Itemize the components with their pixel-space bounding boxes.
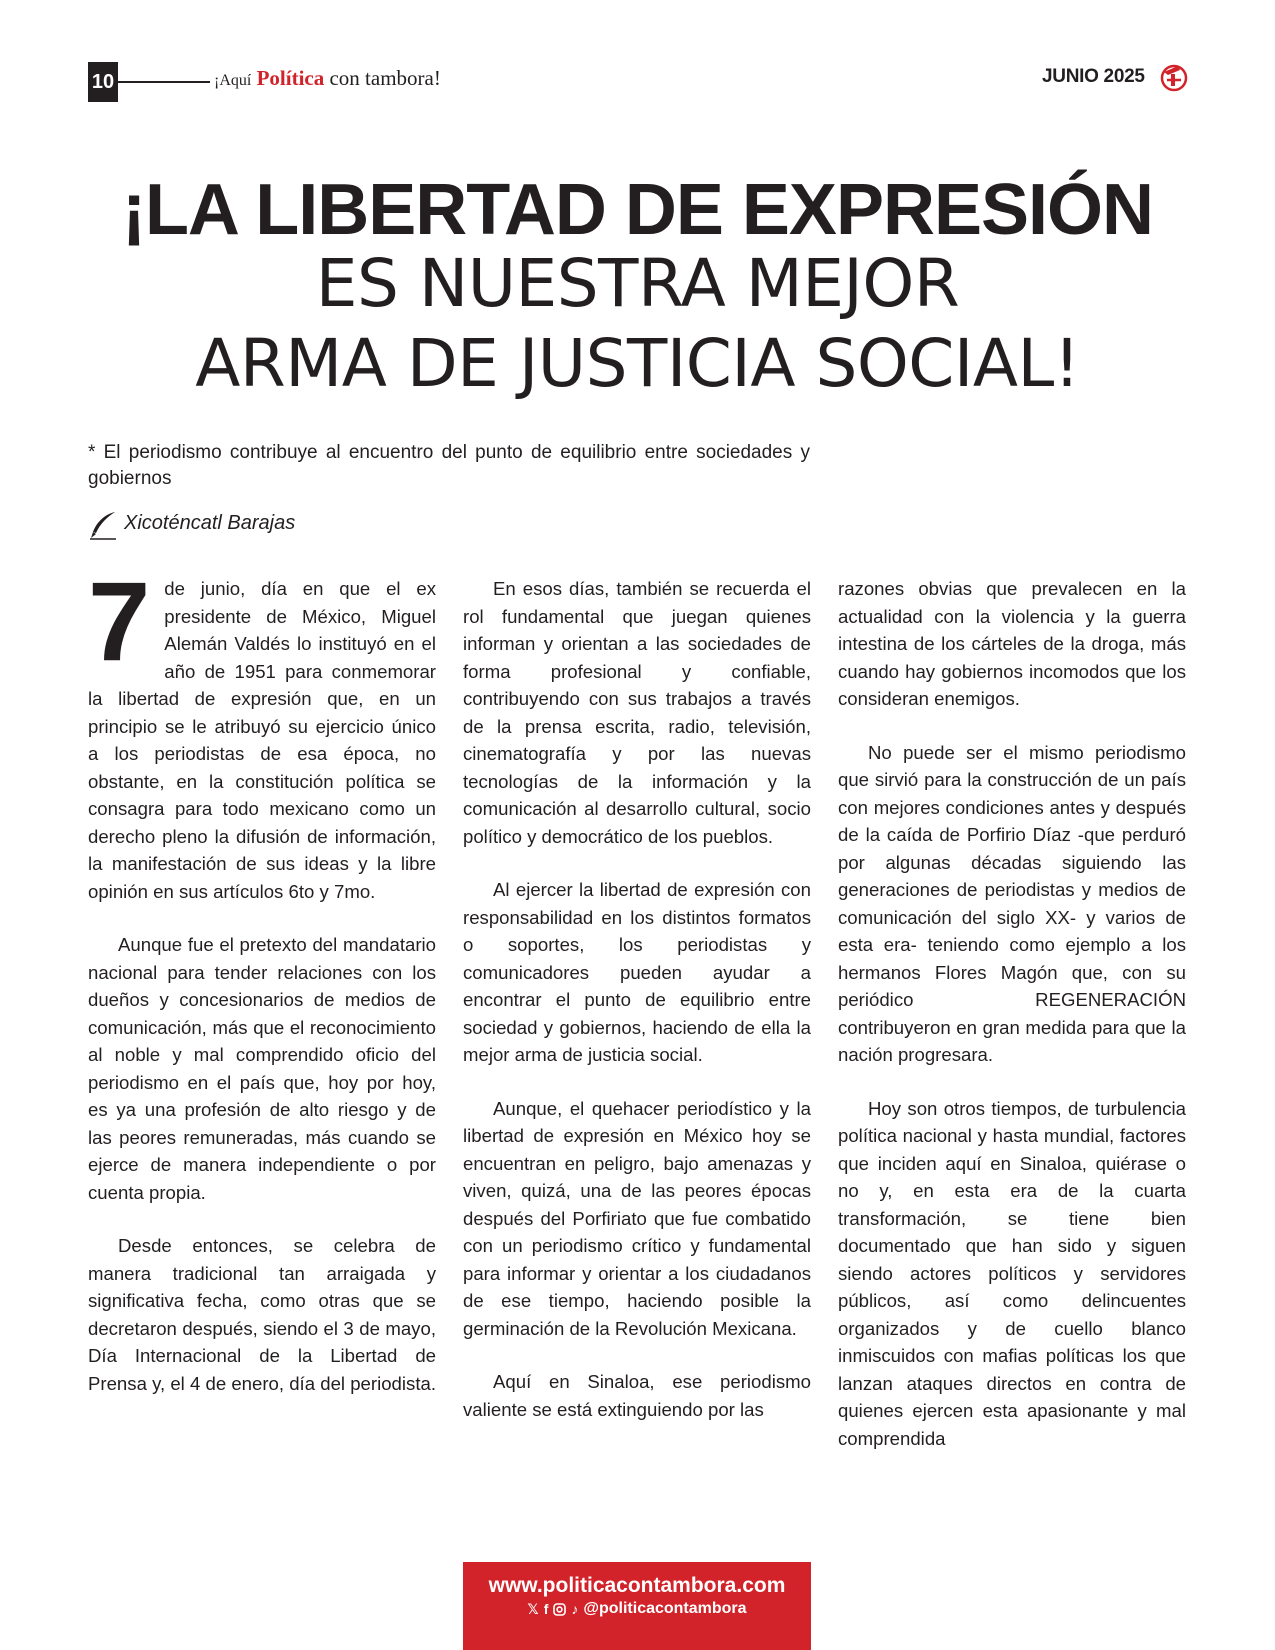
page-header [0,0,1275,110]
paragraph: Desde entonces, se celebra de manera tradicional tan arraigada y significativa fecha, como otras que se decretaron después, siendo el 3 de mayo, Día Internacional de la Libertad de Prensa y, el 4 de enero, día del periodista. [88,1235,436,1394]
paragraph: Al ejercer la libertad de expresión con responsabilidad en los distintos formatos o soportes, los periodistas y comunicadores pueden ayudar a encontrar el punto de equilibrio entre sociedad y gobiernos, haciendo de ella la mejor arma de justicia social. [463,879,811,1065]
instagram-icon[interactable] [553,1603,566,1616]
x-icon[interactable]: 𝕏 [527,1600,539,1617]
paragraph: No puede ser el mismo periodismo que sirvió para la construcción de un país con mejores condiciones antes y después de la caída de Porfirio Díaz -que perduró por algunas décadas siguiendo las generaciones de periodistas y medios de comunicación del siglo XX- y varios de esta era- teniendo como ejemplo a los hermanos Flores Magón que, con su periódico REGENERACIÓN contribuyeron en gran medida para que la nación progresara. [838,741,1186,1065]
headline [0,170,1275,404]
article-column-2 [463,575,811,1449]
article-column-1 [88,559,436,1423]
brand-part2: Política [256,66,325,90]
brand-part3: con tambora! [329,66,441,90]
brand-part1: ¡Aquí [214,72,252,89]
footer-banner [463,1562,811,1650]
paragraph [88,559,436,905]
headline-line1: ¡LA LIBERTAD DE EXPRESIÓN [121,170,1154,250]
paragraph: Aunque fue el pretexto del mandatario nacional para tender relaciones con los dueños y concesionarios de medios de comunicación, más que el reconocimiento al noble y mal comprendido oficio del periodismo en el país que, hoy por hoy, es ya una profesión de alto riesgo y de las peores remuneradas, más cuando se ejerce de manera independiente o por cuenta propia. [88,934,436,1203]
article-column-3 [838,575,1186,1478]
issue-date: JUNIO 2025 [1042,66,1145,87]
paragraph: Aunque, el quehacer periodístico y la libertad de expresión en México hoy se encuentran en peligro, bajo amenazas y viven, quizá, una de las peores épocas después del Porfiriato que fue combatido con un periodismo crítico y fundamental para informar y orientar a los ciudadanos de ese tiempo, haciendo posible la germinación de la Revolución Mexicana. [463,1097,811,1339]
facebook-icon[interactable]: f [543,1601,549,1617]
headline-line3: ARMA DE JUSTICIA SOCIAL! [195,325,1080,402]
page-number: 10 [88,62,118,102]
tiktok-icon[interactable]: ♪ [571,1601,579,1617]
website-link[interactable]: www.politicacontambora.com [488,1574,786,1597]
headline-line2: ES NUESTRA MEJOR [315,245,960,322]
quill-pen-icon [88,510,118,540]
publication-brand [214,66,441,91]
drop-cap: 7 [88,559,151,684]
subtitle: * El periodismo contribuye al encuentro del punto de equilibrio entre sociedades y gobiernos [88,442,810,489]
paragraph: Hoy son otros tiempos, de turbulencia política nacional y hasta mundial, factores que inciden aquí en Sinaloa, quiérase o no y, en esta era de la cuarta transformación, se tiene bien documentado que han sido y siguen siendo actores políticos y servidores públicos, así como delincuentes organizados y de cuello blanco inmiscuidos con mafias políticas los que lanzan ataques directos en contra de quienes ejercen esta apasionante y mal comprendida [838,1097,1186,1449]
paragraph: razones obvias que prevalecen en la actualidad con la violencia y la guerra intestina de los cárteles de la droga, más cuando hay gobiernos incomodos que los consideran enemigos. [838,578,1186,709]
tambora-logo-icon [1158,62,1190,92]
paragraph-text: de junio, día en que el ex presidente de México, Miguel Alemán Valdés lo instituyó en el año de 1951 para conmemorar la libertad de expresión que, en un principio se le atribuyó su ejercicio único a los periodistas de esa época, no obstante, en la constitución política se consagra para todo mexicano como un derecho pleno la difusión de información, la manifestación de sus ideas y la libre opinión en sus artículos 6to y 7mo. [88,578,436,902]
paragraph: Aquí en Sinaloa, ese periodismo valiente se está extinguiendo por las [463,1371,811,1420]
author-name: Xicoténcatl Barajas [124,512,296,534]
paragraph: En esos días, también se recuerda el rol fundamental que juegan quienes informan y orientan a las sociedades de forma profesional y confiable, contribuyendo con sus trabajos a través de la prensa escrita, radio, televisión, cinematografía y por las nuevas tecnologías de la información y la comunicación al desarrollo cultural, socio político y democrático de los pueblos. [463,578,811,847]
social-handle[interactable]: @politicacontambora [583,1600,747,1617]
header-rule [118,81,210,83]
social-row [463,1600,811,1618]
